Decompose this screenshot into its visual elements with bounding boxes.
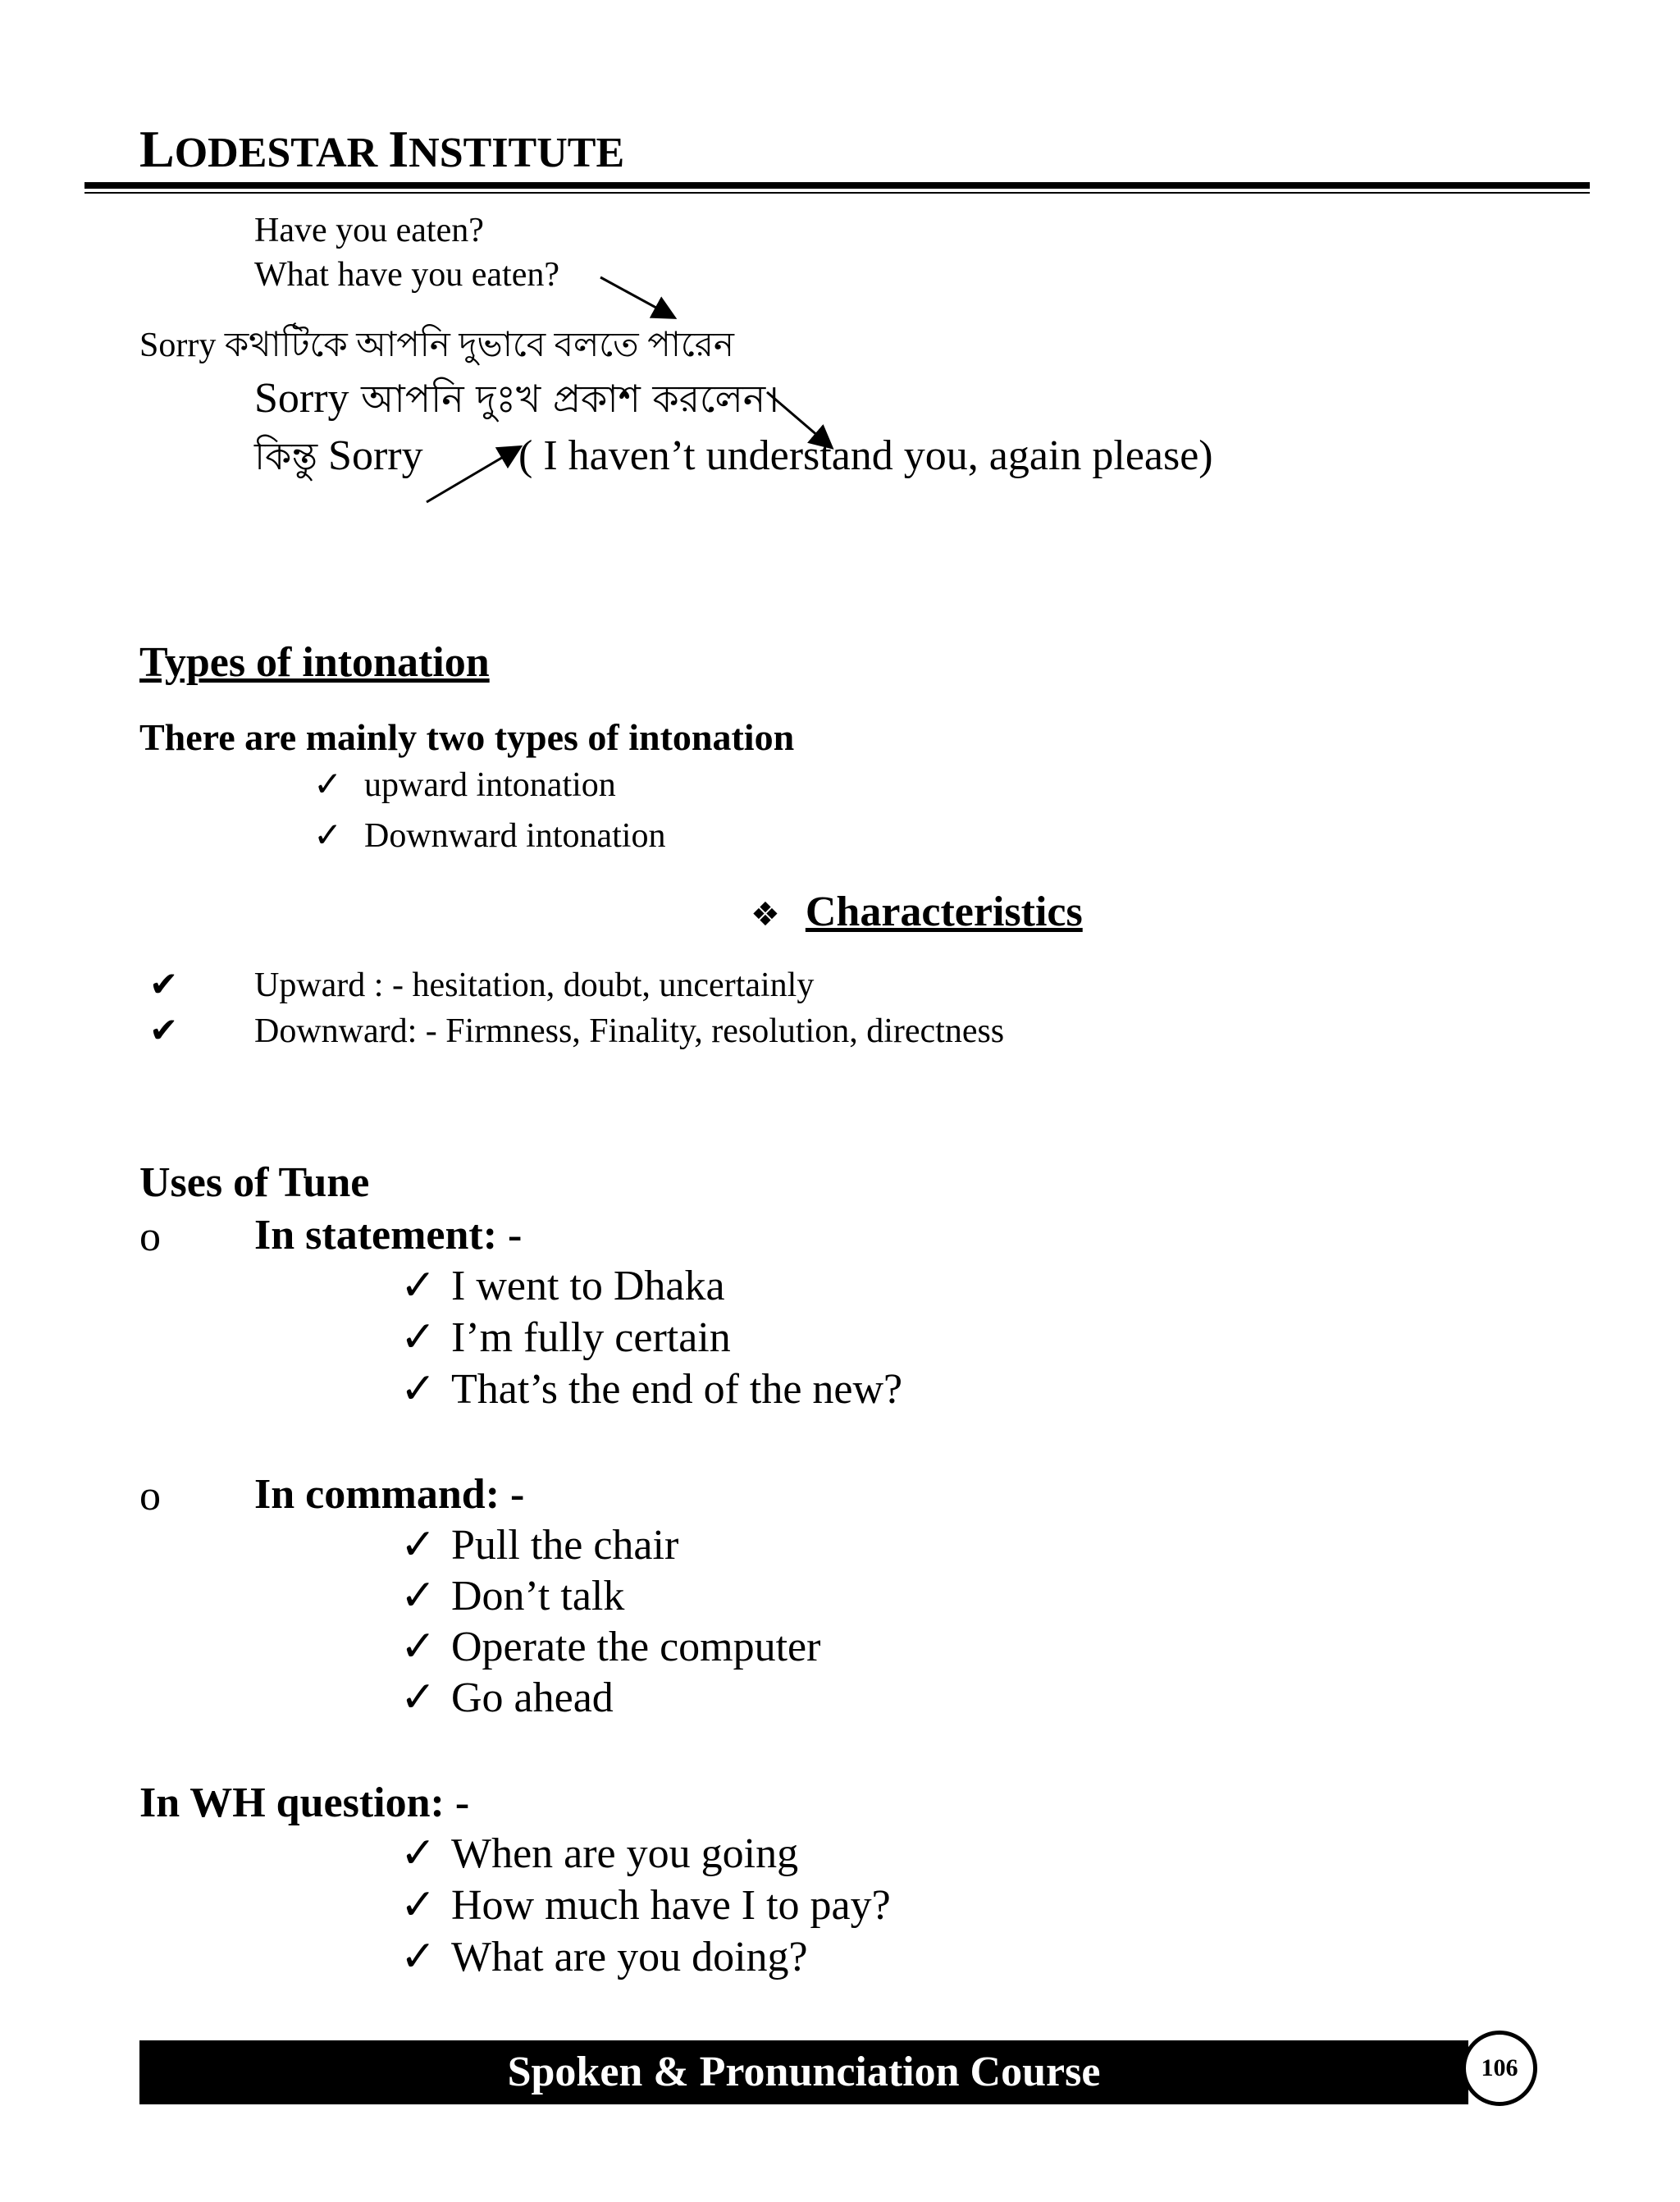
example-question-1: Have you eaten?	[254, 212, 484, 249]
check-icon: ✓	[400, 1314, 436, 1361]
sorry-apology-line: Sorry আপনি দুঃখ প্রকাশ করলেন।	[254, 375, 779, 422]
institute-title: LODESTAR INSTITUTE	[139, 120, 625, 178]
list-item: ✓ When are you going	[400, 1830, 799, 1877]
list-item: ✓ Downward intonation	[313, 817, 666, 855]
check-icon: ✓	[400, 1830, 436, 1877]
characteristics-heading: ❖ Characteristics	[751, 889, 1083, 935]
types-subheading: There are mainly two types of intonation	[139, 716, 795, 758]
list-item: ✓ I’m fully certain	[400, 1314, 731, 1361]
rising-arrow	[427, 448, 518, 502]
check-icon: ✓	[313, 766, 343, 804]
list-item: ✓ I went to Dhaka	[400, 1263, 725, 1309]
check-icon: ✓	[400, 1882, 436, 1929]
list-item: ✓ Don’t talk	[400, 1573, 625, 1620]
check-icon: ✓	[400, 1934, 436, 1980]
bullet-o: o	[139, 1213, 161, 1260]
list-item: ✓ Operate the computer	[400, 1624, 821, 1670]
falling-arrow-2	[767, 392, 830, 446]
wh-question-heading: In WH question: -	[139, 1779, 470, 1826]
bullet-o: o	[139, 1473, 161, 1519]
characteristic-downward: Downward: - Firmness, Finality, resolution, directness	[254, 1012, 1005, 1050]
check-icon: ✓	[400, 1522, 436, 1569]
sorry-explanation-text: Sorry কথাটিকে আপনি দুভাবে বলতে পারেন	[139, 327, 734, 364]
sorry-question-line: কিন্তু Sorry	[254, 432, 423, 479]
falling-arrow-1	[600, 277, 673, 317]
example-question-2: What have you eaten?	[254, 256, 559, 294]
list-item: ✓ upward intonation	[313, 766, 616, 804]
check-icon: ✓	[400, 1366, 436, 1413]
types-heading: Types of intonation	[139, 639, 490, 686]
check-icon: ✓	[313, 817, 343, 855]
check-icon: ✓	[400, 1674, 436, 1721]
sorry-question-meaning: ( I haven’t understand you, again please)	[518, 432, 1213, 479]
list-item: ✓ How much have I to pay?	[400, 1882, 891, 1929]
uses-heading: Uses of Tune	[139, 1159, 370, 1206]
page-number: 106	[1462, 2031, 1537, 2106]
check-icon: ✓	[400, 1573, 436, 1620]
characteristic-upward: Upward : - hesitation, doubt, uncertainly	[254, 966, 815, 1004]
list-item: ✓ Pull the chair	[400, 1522, 679, 1569]
check-bold-icon: ✔	[149, 1012, 179, 1050]
list-item: ✓ Go ahead	[400, 1674, 614, 1721]
check-icon: ✓	[400, 1263, 436, 1309]
check-icon: ✓	[400, 1624, 436, 1670]
diamond-bullet-icon: ❖	[751, 896, 780, 934]
statement-heading: In statement: -	[254, 1212, 523, 1259]
list-item: ✓ That’s the end of the new?	[400, 1366, 903, 1413]
footer-course-title: Spoken & Pronunciation Course	[507, 2049, 1101, 2095]
command-heading: In command: -	[254, 1471, 525, 1518]
check-bold-icon: ✔	[149, 966, 179, 1004]
list-item: ✓ What are you doing?	[400, 1934, 808, 1980]
